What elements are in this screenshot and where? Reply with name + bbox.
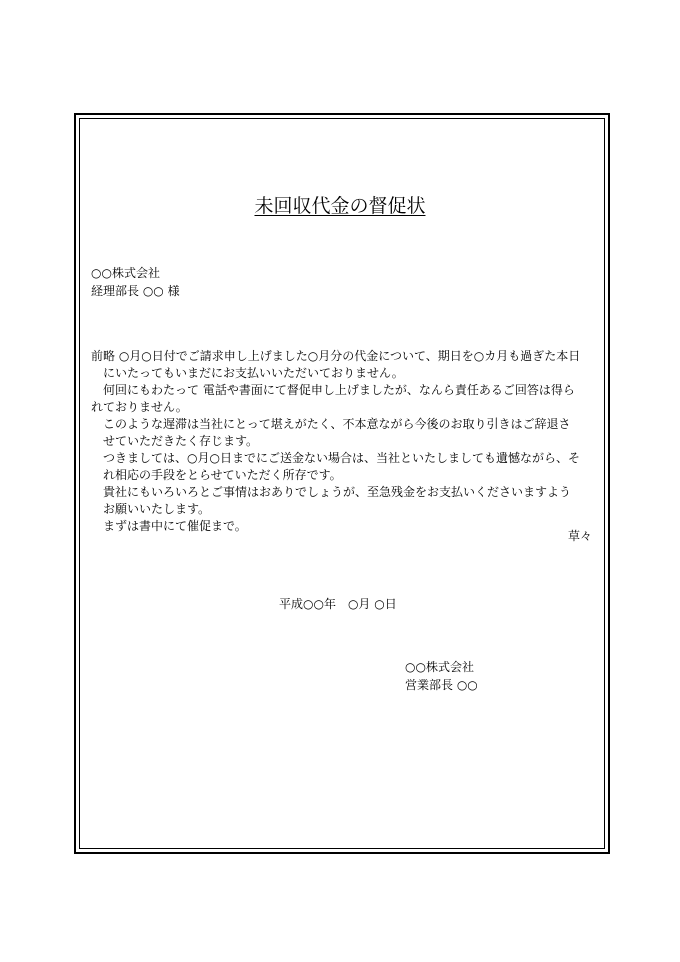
sender-company: ○○株式会社 bbox=[405, 660, 474, 674]
body-line: れ相応の手段をとらせていただく所存です。 bbox=[103, 468, 342, 482]
recipient-company: ○○株式会社 bbox=[91, 266, 160, 280]
letter-body bbox=[91, 348, 603, 535]
body-line: 前略 ○月○日付でご請求申し上げました○月分の代金について、期日を○カ月も過ぎた本日 bbox=[91, 349, 581, 363]
body-line: 貴社にもいろいろとご事情はおありでしょうが、至急残金をお支払いくださいますよう bbox=[103, 485, 572, 499]
sender-person: 営業部長 ○○ bbox=[405, 678, 478, 692]
body-line: にいたってもいまだにお支払いいただいておりません。 bbox=[103, 366, 404, 380]
recipient-person: 経理部長 ○○ 様 bbox=[91, 284, 180, 298]
body-line: このような遅滞は当社にとって堪えがたく、不本意ながら今後のお取り引きはご辞退さ bbox=[103, 417, 571, 431]
body-line: まずは書中にて催促まで。 bbox=[103, 519, 247, 533]
closing-phrase: 草々 bbox=[567, 529, 592, 543]
document-title bbox=[0, 193, 680, 219]
letter-date: 平成○○年 ○月 ○日 bbox=[279, 597, 397, 611]
body-line: つきましては、○月○日までにご送金ない場合は、当社といたしましても遺憾ながら、そ bbox=[103, 451, 580, 465]
recipient-block bbox=[91, 264, 180, 300]
sender-block bbox=[405, 658, 478, 694]
body-line: 何回にもわたって 電話や書面にて督促申し上げましたが、なんら責任あるご回答は得ら bbox=[103, 383, 575, 397]
document-title-text: 未回収代金の督促状 bbox=[254, 195, 426, 217]
body-line: せていただきたく存じます。 bbox=[103, 434, 259, 448]
body-line: お願いいたします。 bbox=[103, 502, 211, 516]
body-line: れておりません。 bbox=[91, 400, 188, 414]
